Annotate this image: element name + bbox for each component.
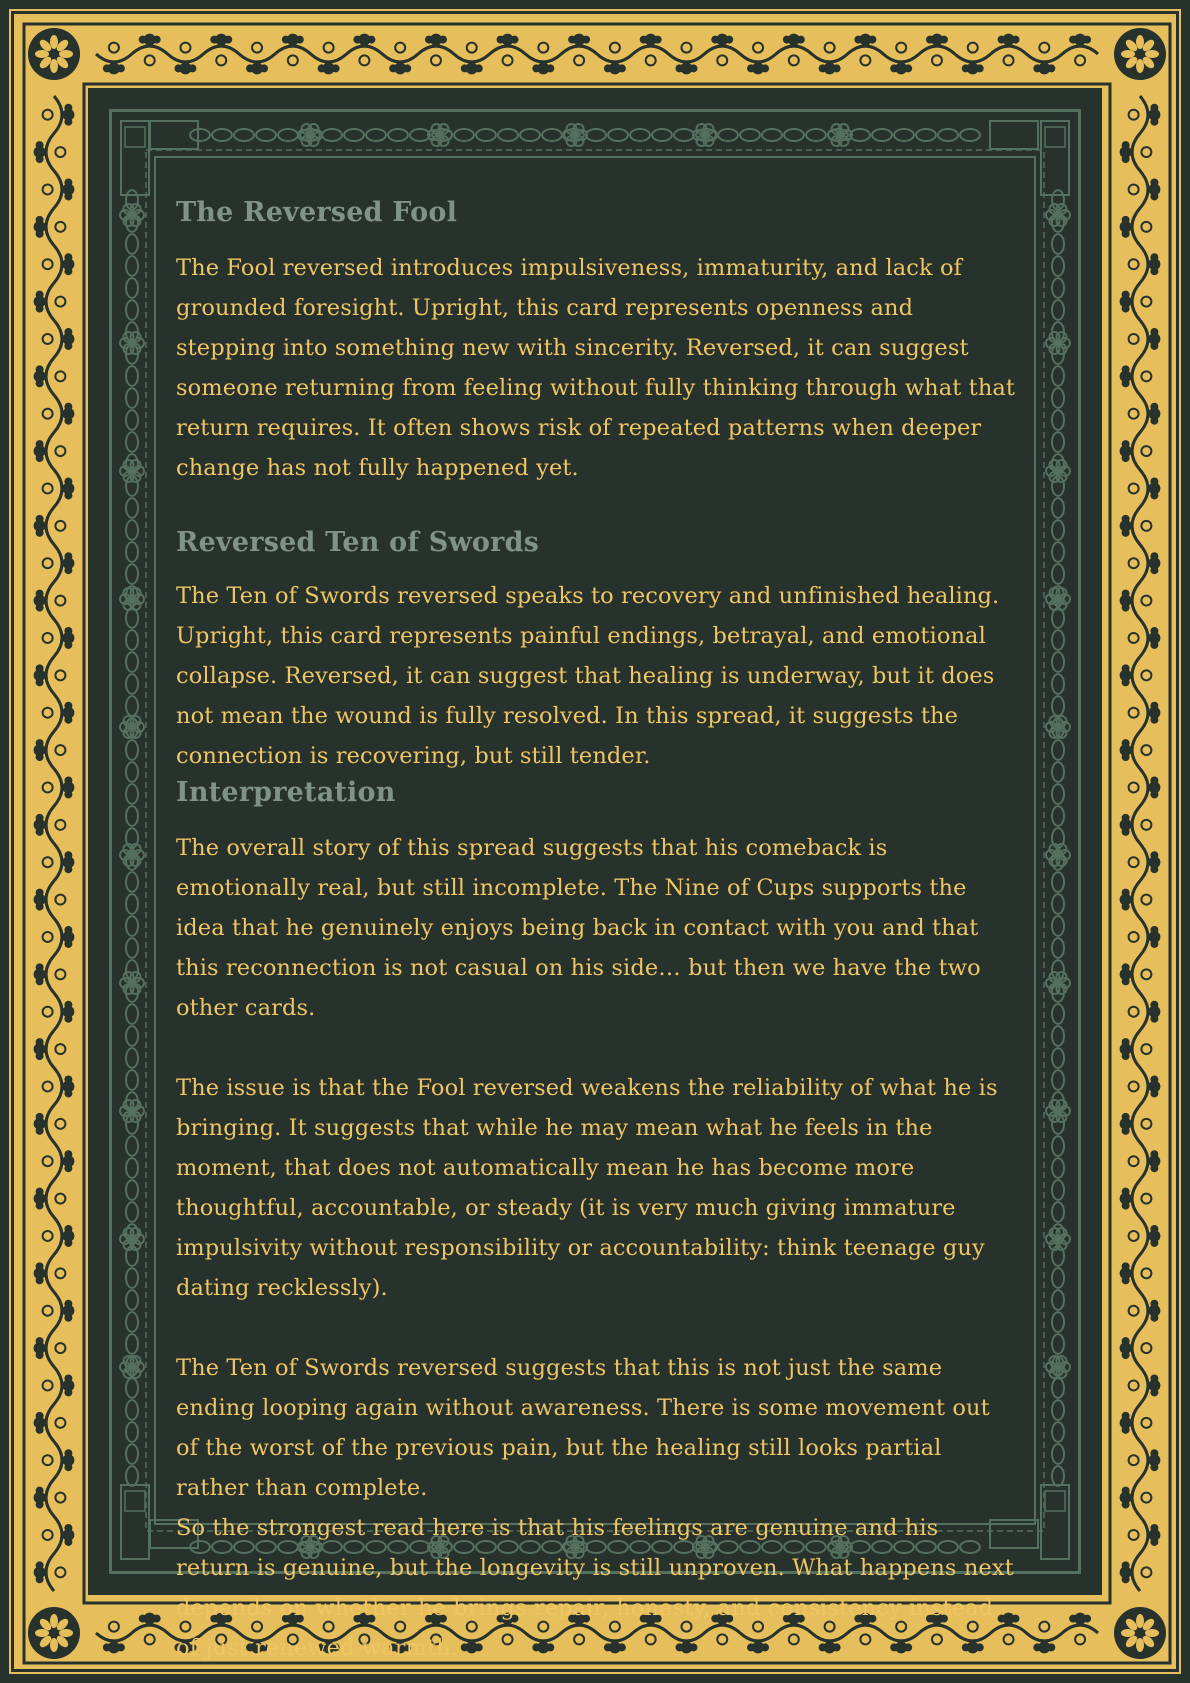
- section-heading-interpretation: Interpretation: [176, 777, 396, 808]
- paragraph-interpretation-conclusion: So the strongest read here is that his feelings are genuine and his return is genuine, but the longevity is still unproven. What happens next depends on whether he brings repair, honesty, and consistency instead of just renewed warmth.: [176, 1515, 1014, 1661]
- paragraph-reversed-fool: The Fool reversed introduces impulsiveness, immaturity, and lack of grounded foresight. Upright, this card represents openness and stepping into something new with sincerity. Reversed, it can suggest someone returning from feeling without fully thinking through what that return requires. It often shows risk of repeated patterns when deeper change has not fully happened yet.: [176, 255, 1016, 481]
- reading-content: [176, 196, 1016, 1668]
- section-heading-reversed-ten-of-swords: Reversed Ten of Swords: [176, 527, 540, 558]
- paragraph-interpretation-ten-of-swords: The Ten of Swords reversed suggests that this is not just the same ending looping again without awareness. There is some movement out of the worst of the previous pain, but the healing still looks partial rather than complete.: [176, 1355, 990, 1501]
- paragraph-reversed-ten-of-swords: The Ten of Swords reversed speaks to recovery and unfinished healing. Upright, this card represents painful endings, betrayal, and emotional collapse. Reversed, it can suggest that healing is underway, but it does not mean the wound is fully resolved. In this spread, it suggests the connection is recovering, but still tender.: [176, 583, 1000, 769]
- paragraph-interpretation-overall: The overall story of this spread suggests that his comeback is emotionally real, but still incomplete. The Nine of Cups supports the idea that he genuinely enjoys being back in contact with you and that this reconnection is not casual on his side… but then we have the two other cards.: [176, 835, 981, 1021]
- paragraph-interpretation-fool: The issue is that the Fool reversed weakens the reliability of what he is bringing. It suggests that while he may mean what he feels in the moment, that does not automatically mean he has become more thoughtful, accountable, or steady (it is very much giving immature impulsivity without responsibility or accountability: think teenage guy dating recklessly).: [176, 1075, 998, 1301]
- section-heading-reversed-fool: The Reversed Fool: [176, 197, 458, 228]
